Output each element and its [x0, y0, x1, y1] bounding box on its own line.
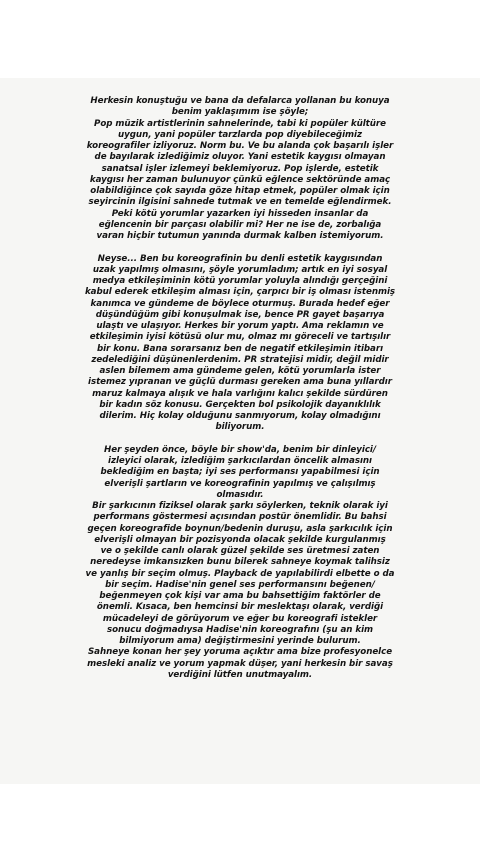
- story-paragraph: [82, 96, 398, 242]
- story-text-line: Her şeyden önce, böyle bir show'da, benim bir dinleyici/: [104, 444, 376, 455]
- story-text-line: elverişli şartların ve koreografinin yapılmış ve çalışılmış: [104, 478, 376, 489]
- story-text-line: Neyse... Ben bu koreografinin bu denli estetik kaygısından: [97, 253, 383, 264]
- story-text-line: varan hiçbir tutumun yanında durmak kalben istemiyorum.: [96, 231, 384, 241]
- story-text-line: Peki kötü yorumlar yazarken iyi hisseden insanlar da: [111, 208, 369, 219]
- story-text-line: uzak yapılmış olmasını, şöyle yorumladım; artık en iyi sosyal: [92, 264, 388, 275]
- story-text-line: olmasıdır.: [216, 489, 264, 500]
- story-text-line: kanımca ve gündeme de böylece oturmuş. Burada hedef eğer: [90, 298, 390, 309]
- story-paragraph: [82, 254, 398, 434]
- story-text-line: dilerim. Hiç kolay olduğunu sanmıyorum, kolay olmadığını: [99, 411, 381, 421]
- story-paragraph: [82, 445, 398, 681]
- story-text-line: medya etkileşiminin kötü yorumlar yoluyla alındığı gerçeğini: [92, 276, 388, 286]
- story-text-line: etkileşimin iyisi kötüsü olur mu, olmaz mı göreceli ve tartışılır: [89, 332, 391, 343]
- story-text-line: kaygısı her zaman bulunuyor çünkü eğlence sektöründe amaç: [89, 174, 391, 185]
- story-text-line: kabul ederek etkileşim alması için, çarpıcı bir iş olması istenmiş: [84, 287, 396, 298]
- story-text-line: seyircinin ilgisini sahnede tutmak ve en temelde eğlendirmek.: [88, 197, 392, 208]
- story-text-body: [82, 96, 398, 681]
- story-text-line: biliyorum.: [215, 422, 265, 433]
- story-text-line: mücadeleyi de görüyorum ve eğer bu koreografi istekler: [102, 613, 378, 624]
- story-text-line: bir konu. Bana sorarsanız ben de negatif etkileşimin itibarı: [96, 343, 384, 354]
- story-text-line: istemez yıpranan ve güçlü durması gereken ama buna yıllardır: [88, 377, 392, 388]
- story-text-line: aslen bilemem ama gündeme gelen, kötü yorumlarla ister: [99, 366, 381, 376]
- story-text-line: ulaştı ve ulaşıyor. Herkes bir yorum yaptı. Ama reklamın ve: [96, 321, 384, 331]
- story-text-line: Sahneye konan her şey yoruma açıktır ama bize profesyonelce: [87, 647, 393, 658]
- story-text-line: elverişli olmayan bir pozisyonda olacak şekilde kurgulanmış: [94, 534, 386, 545]
- story-text-line: bir seçim. Hadise'nin genel ses performansını beğenen/: [105, 579, 375, 590]
- story-text-line: neredeyse imkansızken bunu bilerek sahneye koymak talihsiz: [90, 557, 390, 568]
- story-text-line: Bir şarkıcının fiziksel olarak şarkı söylerken, teknik olarak iyi: [92, 501, 388, 511]
- story-text-line: eğlencenin bir parçası olabilir mi? Her ne ise de, zorbalığa: [98, 219, 382, 230]
- story-text-line: Herkesin konuştuğu ve bana da defalarca yollanan bu konuya: [90, 96, 390, 106]
- story-text-line: maruz kalmaya alışık ve hala varlığını kalıcı şekilde sürdüren: [92, 388, 388, 399]
- story-text-line: Pop müzik artistlerinin sahnelerinde, tabi ki popüler kültüre: [94, 118, 386, 129]
- story-text-line: beklediğim en başta; iyi ses performansı yapabilmesi için: [100, 467, 380, 478]
- story-text-line: ve yanlış bir seçim olmuş. Playback de yapılabilirdi elbette o da: [85, 568, 395, 579]
- story-text-line: benim yaklaşımım ise şöyle;: [171, 107, 309, 118]
- story-text-line: önemli. Kısaca, ben hemcinsi bir meslektaşı olarak, verdiği: [96, 602, 384, 613]
- story-text-line: düşündüğüm gibi konuşulmak ise, bence PR gayet başarıya: [95, 309, 385, 320]
- story-text-line: de bayılarak izlediğimiz oluyor. Yani estetik kaygısı olmayan: [94, 152, 386, 163]
- story-text-line: sonucu doğmadıysa Hadise'nin koreografını (şu an kim: [106, 624, 374, 635]
- story-text-line: olabildiğince çok sayıda göze hitap etmek, popüler olmak için: [90, 186, 390, 196]
- story-text-line: geçen koreografide boynun/bedenin duruşu, asla şarkıcılık için: [87, 523, 393, 534]
- story-text-line: ve o şekilde canlı olarak güzel şekilde ses üretmesi zaten: [100, 546, 380, 556]
- story-text-line: bir kadın söz konusu. Gerçekten bol psikolojik dayanıklılık: [99, 399, 381, 410]
- story-text-line: performans göstermesi açısından postür önemlidir. Bu bahsi: [93, 512, 387, 523]
- story-text-line: uygun, yani popüler tarzlarda pop diyebileceğimiz: [118, 129, 362, 140]
- story-text-line: izleyici olarak, izlediğim şarkıcılardan öncelik almasını: [108, 456, 372, 466]
- story-text-line: koreografiler izliyoruz. Norm bu. Ve bu alanda çok başarılı işler: [86, 141, 394, 151]
- story-text-line: beğenmeyen çok kişi var ama bu bahsettiğim faktörler de: [99, 591, 381, 601]
- story-text-line: verdiğini lütfen unutmayalım.: [167, 669, 313, 680]
- story-text-line: mesleki analiz ve yorum yapmak düşer, yani herkesin bir savaş: [87, 658, 393, 669]
- story-text-line: zedelediğini düşünenlerdenim. PR stratejisi midir, değil midir: [91, 354, 389, 365]
- story-text-line: bilmiyorum ama) değiştirmesini yerinde bulurum.: [119, 636, 361, 646]
- story-text-line: sanatsal işler izlemeyi beklemiyoruz. Pop işlerde, estetik: [101, 163, 379, 174]
